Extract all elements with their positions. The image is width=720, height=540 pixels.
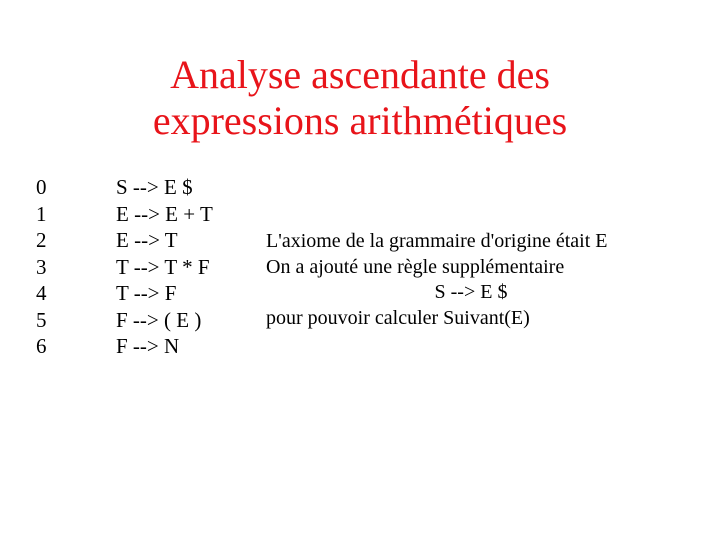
grammar-rule (116, 333, 213, 360)
rule-text: F --> N (116, 334, 180, 358)
rule-number: 4 (36, 281, 47, 305)
grammar-rule (116, 227, 213, 254)
rule-number: 2 (36, 228, 47, 252)
rule-text: F --> ( E ) (116, 307, 202, 332)
rule-numbers (36, 174, 47, 360)
grammar-rule (116, 307, 213, 334)
grammar-rule (116, 201, 213, 228)
rule-text: S --> E $ (116, 175, 193, 199)
note-line-1: L'axiome de la grammaire d'origine était E (266, 230, 608, 252)
slide-title (0, 52, 720, 144)
rule-number: 3 (36, 254, 47, 279)
title-line-1: Analyse ascendante des (170, 52, 550, 97)
title-line-2: expressions arithmétiques (152, 98, 568, 143)
grammar-rule (116, 254, 213, 281)
rule-text: T --> F (116, 281, 177, 305)
rule-number: 0 (36, 175, 47, 199)
note-line-4: pour pouvoir calculer Suivant(E) (266, 306, 530, 329)
note-line-3: S --> E $ (434, 281, 508, 303)
explanation-note (266, 229, 676, 331)
rule-number: 1 (36, 201, 47, 226)
grammar-rule (116, 174, 213, 201)
rule-text: E --> T (116, 228, 178, 252)
grammar-rule (116, 280, 213, 307)
rule-number: 5 (36, 307, 47, 332)
rule-text: E --> E + T (116, 201, 213, 226)
note-line-2: On a ajouté une règle supplémentaire (266, 255, 565, 278)
rule-number: 6 (36, 334, 47, 358)
rule-text: T --> T * F (116, 254, 210, 279)
grammar-rules (116, 174, 213, 360)
